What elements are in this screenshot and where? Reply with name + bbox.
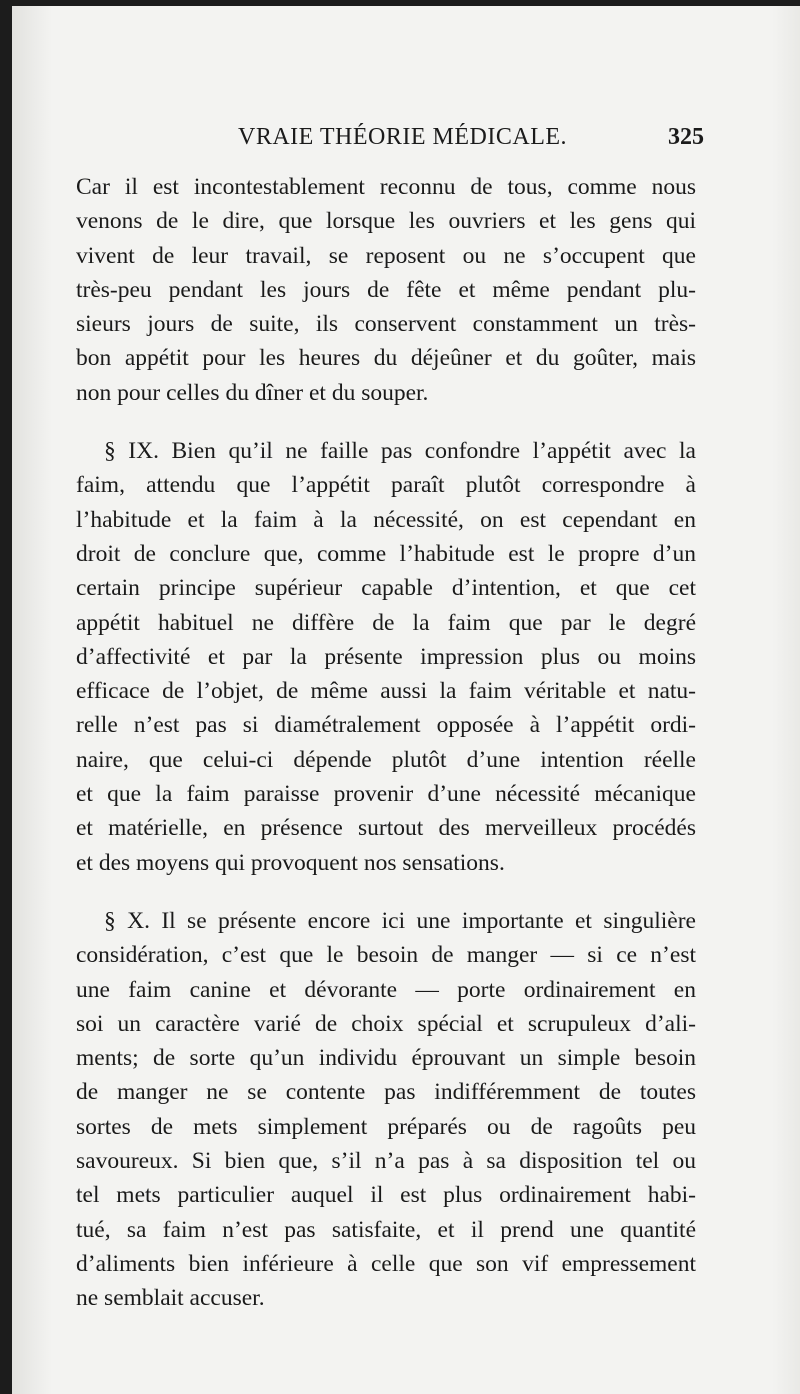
running-header (88, 124, 708, 160)
text-line: tué, sa faim n’est pas satisfaite, et il prend une quantité (76, 1216, 696, 1243)
text-line: efficace de l’objet, de même aussi la faim véritable et natu- (76, 678, 696, 705)
paragraph-gap (76, 410, 696, 434)
paragraph-gap (76, 880, 696, 904)
text-line: de manger ne se contente pas indifféremment de toutes (76, 1079, 696, 1106)
text-line: non pour celles du dîner et du souper. (76, 379, 429, 406)
text-line: bon appétit pour les heures du déjeûner et du goûter, mais (76, 345, 696, 372)
text-line: savoureux. Si bien que, s’il n’a pas à sa disposition tel ou (76, 1148, 696, 1175)
running-title: VRAIE THÉORIE MÉDICALE. (238, 124, 568, 150)
text-line: ments; de sorte qu’un individu éprouvant un simple besoin (76, 1045, 696, 1072)
text-line: appétit habituel ne diffère de la faim que par le degré (76, 609, 696, 636)
text-line: § IX. Bien qu’il ne faille pas confondre l’appétit avec la (104, 438, 696, 465)
text-line: l’habitude et la faim à la nécessité, on est cependant en (76, 506, 696, 533)
text-line: considération, c’est que le besoin de manger — si ce n’est (76, 942, 696, 969)
page-number: 325 (668, 124, 704, 150)
text-line: et que la faim paraisse provenir d’une nécessité mécanique (76, 781, 696, 808)
text-line: une faim canine et dévorante — porte ordinairement en (76, 976, 696, 1003)
text-line: très-peu pendant les jours de fête et même pendant plu- (76, 276, 696, 303)
text-line: relle n’est pas si diamétralement opposée à l’appétit ordi- (76, 712, 696, 739)
text-line: sieurs jours de suite, ils conservent constamment un très- (76, 311, 696, 338)
text-line: vivent de leur travail, se reposent ou ne s’occupent que (76, 242, 696, 269)
text-line: Car il est incontestablement reconnu de tous, comme nous (76, 174, 696, 200)
text-line: ne semblait accuser. (76, 1285, 265, 1312)
text-line: et des moyens qui provoquent nos sensations. (76, 849, 505, 876)
paragraph-2 (76, 434, 696, 880)
text-line: d’affectivité et par la présente impression plus ou moins (76, 643, 696, 670)
text-line: venons de le dire, que lorsque les ouvriers et les gens qui (76, 208, 696, 235)
text-line: faim, attendu que l’appétit paraît plutôt correspondre à (76, 472, 696, 499)
text-line: droit de conclure que, comme l’habitude est le propre d’un (76, 540, 696, 567)
text-line: § X. Il se présente encore ici une importante et singulière (104, 907, 696, 934)
text-line: certain principe supérieur capable d’intention, et que cet (76, 575, 696, 602)
text-line: naire, que celui-ci dépende plutôt d’une intention réelle (76, 746, 696, 773)
text-line: soi un caractère varié de choix spécial et scrupuleux d’ali- (76, 1010, 696, 1037)
text-line: sortes de mets simplement préparés ou de ragoûts peu (76, 1113, 696, 1140)
text-line: tel mets particulier auquel il est plus ordinairement habi- (76, 1182, 696, 1209)
text-line: et matérielle, en présence surtout des merveilleux procédés (76, 815, 696, 842)
text-line: d’aliments bien inférieure à celle que son vif empressement (76, 1250, 696, 1277)
body-text (76, 170, 696, 1316)
paragraph-3 (76, 904, 696, 1316)
paragraph-1 (76, 170, 696, 410)
